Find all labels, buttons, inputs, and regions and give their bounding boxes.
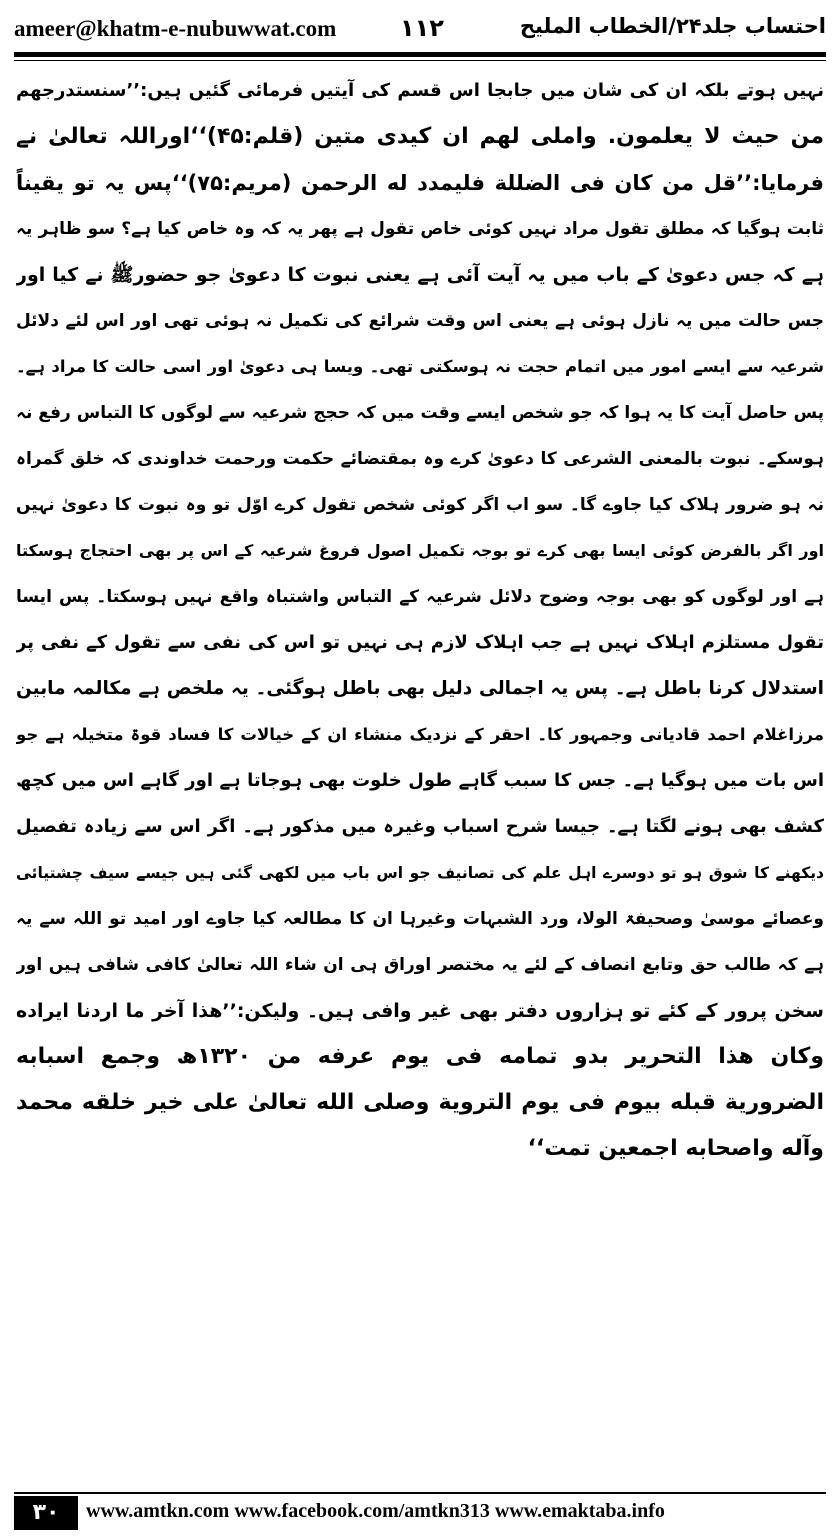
text-line: وعصائے موسیٰ وصحیفۃ الولا، ورد الشبہات وغیرہا ان کا مطالعہ کیا جاوے اور امید تو اللہ سے یہ [16, 909, 824, 929]
body-text [16, 68, 824, 1463]
page-header [14, 14, 826, 50]
text-line: جس حالت میں یہ نازل ہوئی ہے یعنی اس وقت شرائع کی تکمیل نہ ہوئی تھی اور اس لئے دلائل [16, 311, 824, 331]
text-line: اور اگر بالفرض کوئی ایسا بھی کرے تو بوجہ تکمیل اصول فروغ شرعیہ کے اس پر بھی احتجاج ہوسکتا [16, 541, 824, 560]
text-line: مرزاغلام احمد قادیانی وجمہور کا۔ احقر کے نزدیک منشاء ان کے خیالات کا فساد قوۃ متخیلہ ہے جو [16, 725, 824, 744]
text-line: من حیث لا یعلمون. واملی لھم ان کیدی متین (قلم:۴۵)‘‘اوراللہ تعالیٰ نے [16, 124, 824, 149]
text-line: الضروریة قبله بیوم فی یوم الترویة وصلی الله تعالیٰ علی خیر خلقه محمد [16, 1090, 824, 1115]
text-line: کشف بھی ہونے لگتا ہے۔ جیسا شرح اسباب وغیرہ میں مذکور ہے۔ اگر اس سے زیادہ تفصیل [16, 816, 824, 837]
text-line: وکان ھذا التحریر بدو تمامه فی یوم عرفه من ۱۳۲۰ھ وجمع اسبابه [16, 1044, 824, 1069]
text-line: ہے کہ طالب حق وتابع انصاف کے لئے یہ مختصر اوراق ہی ان شاء اللہ تعالیٰ کافی شافی ہیں اور [16, 955, 824, 975]
text-line: شرعیہ سے ایسے امور میں اتمام حجت نہ ہوسکتی تھی۔ ویسا ہی دعویٰ اور اسی حالت کا مراد ہے۔ [16, 357, 824, 376]
text-line: فرمایا:’’قل من کان فی الضللة فلیمدد له الرحمن (مریم:۷۵)‘‘پس یہ تو یقیناً [16, 171, 824, 195]
text-line: سخن پرور کے کئے تو ہزاروں دفتر بھی غیر وافی ہیں۔ ولیکن:’’ھذا آخر ما اردنا ایراده [16, 1000, 824, 1022]
text-line: ہے اور لوگوں کو بھی بوجہ وضوح دلائل شرعیہ کے التباس واشتباہ واقع نہیں ہوسکتا۔ پس ایسا [16, 587, 824, 607]
text-line: تقول مستلزم اہلاک نہیں ہے جب اہلاک لازم ہی نہیں تو اس کی نفی سے تقول کے نفی پر [16, 632, 824, 653]
header-page-number: ۱۱۲ [400, 14, 444, 42]
text-line: اس بات میں ہوگیا ہے۔ جس کا سبب گاہے طول خلوت بھی ہوجاتا ہے اور گاہے اس میں کچھ [16, 770, 824, 791]
header-book-title: احتساب جلد۲۴/الخطاب الملیح [519, 14, 826, 38]
text-line: ہوسکے۔ نبوت بالمعنی الشرعی کا دعویٰ کرے وہ بمقتضائے حکمت ورحمت خداوندی کہ خلق گمراہ [16, 449, 824, 469]
text-line: وآله واصحابه اجمعین تمت‘‘ [527, 1136, 824, 1161]
header-email: ameer@khatm-e-nubuwwat.com [14, 16, 337, 41]
footer-page-number: ۳۰ [14, 1496, 78, 1530]
text-line: نہ ہو ضرور ہلاک کیا جاوے گا۔ سو اب اگر کوئی شخص تقول کرے اوّل تو وہ نبوت کا دعویٰ نہیں [16, 495, 824, 515]
text-line: استدلال کرنا باطل ہے۔ پس یہ اجمالی دلیل بھی باطل ہوگئی۔ یہ ملخص ہے مکالمہ مابین [16, 678, 824, 699]
text-line: دیکھنے کا شوق ہو تو دوسرے اہل علم کی تصانیف جو اس باب میں لکھی گئی ہیں جیسے سیف چشتیائی [16, 864, 824, 882]
header-rule-thick [14, 52, 826, 57]
footer-rule [14, 1492, 826, 1494]
page-footer [14, 1492, 826, 1532]
text-line: پس حاصل آیت کا یہ ہوا کہ جو شخص ایسے وقت میں کہ حجج شرعیہ سے لوگوں کا التباس رفع نہ [16, 403, 824, 423]
text-line: نہیں ہوتے بلکہ ان کی شان میں جابجا اس قسم کی آیتیں فرمائی گئیں ہیں:’’سنستدرجھم [16, 80, 824, 101]
header-rule-thin [14, 60, 826, 61]
footer-links: www.amtkn.com www.facebook.com/amtkn313 www.emaktaba.info [86, 1500, 665, 1522]
text-line: ہے کہ جس دعویٰ کے باب میں یہ آیت آئی ہے یعنی نبوت کا دعویٰ جو حضورﷺ نے کیا اور [16, 264, 824, 286]
text-line: ثابت ہوگیا کہ مطلق تقول مراد نہیں کوئی خاص تقول ہے پھر یہ کہ وہ خاص کیا ہے؟ سو ظاہر یہ [16, 219, 824, 239]
